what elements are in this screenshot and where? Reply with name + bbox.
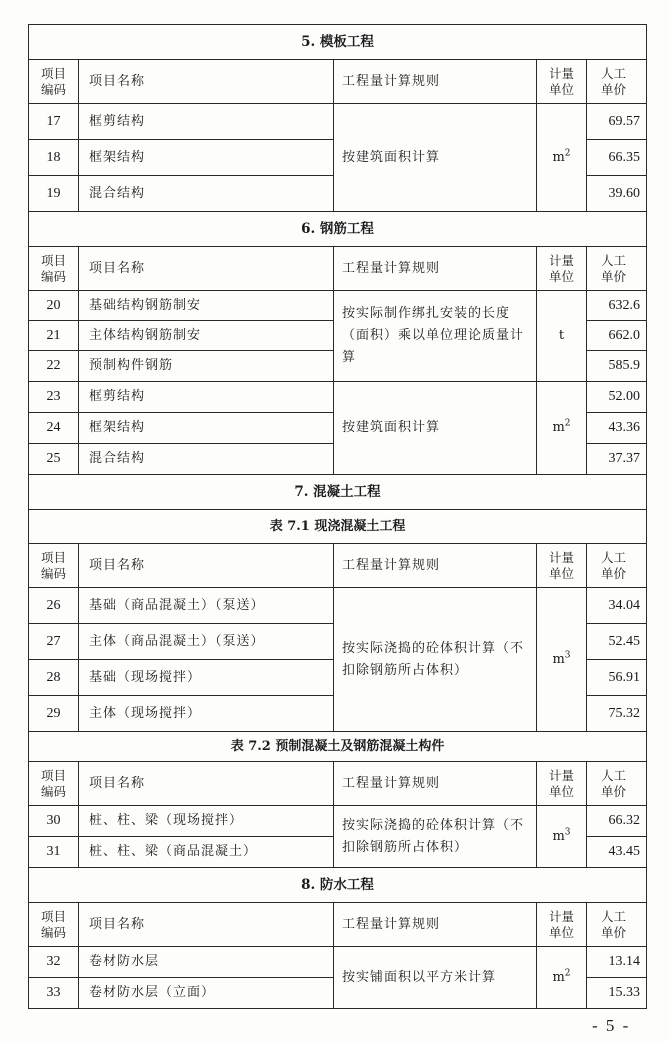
item-name: 框架结构	[79, 413, 334, 444]
section-title: 6. 钢筋工程	[29, 212, 647, 247]
item-name: 框架结构	[79, 140, 334, 176]
labor-price: 39.60	[587, 176, 647, 212]
table-row	[29, 806, 647, 837]
item-name: 框剪结构	[79, 382, 334, 413]
labor-price: 662.0	[587, 321, 647, 351]
header-name: 项目名称	[79, 903, 334, 947]
header-unit: 计量 单位	[537, 762, 587, 806]
header-unit: 计量 单位	[537, 903, 587, 947]
labor-price: 69.57	[587, 104, 647, 140]
header-rule: 工程量计算规则	[334, 247, 537, 291]
item-code: 25	[29, 444, 79, 475]
labor-price: 15.33	[587, 978, 647, 1009]
item-code: 18	[29, 140, 79, 176]
item-code: 21	[29, 321, 79, 351]
item-name: 主体（商品混凝土）（泵送）	[79, 624, 334, 660]
item-code: 29	[29, 696, 79, 732]
header-name: 项目名称	[79, 247, 334, 291]
item-code: 23	[29, 382, 79, 413]
item-name: 基础（商品混凝土）（泵送）	[79, 588, 334, 624]
unit: $m^2$	[537, 104, 587, 212]
item-code: 20	[29, 291, 79, 321]
header-rule: 工程量计算规则	[334, 60, 537, 104]
calc-rule: 按实铺面积以平方米计算	[334, 947, 537, 1009]
item-name: 混合结构	[79, 444, 334, 475]
calc-rule: 按实际浇捣的砼体积计算（不扣除钢筋所占体积）	[334, 806, 537, 868]
subtable-title: 表 7.2 预制混凝土及钢筋混凝土构件	[29, 732, 647, 762]
labor-price: 56.91	[587, 660, 647, 696]
quota-table	[28, 24, 647, 1009]
header-code: 项目 编码	[29, 762, 79, 806]
labor-price: 52.00	[587, 382, 647, 413]
header-unit: 计量 单位	[537, 544, 587, 588]
header-name: 项目名称	[79, 762, 334, 806]
header-rule: 工程量计算规则	[334, 544, 537, 588]
subtable-title: 表 7.1 现浇混凝土工程	[29, 510, 647, 544]
header-price: 人工 单价	[587, 762, 647, 806]
header-price: 人工 单价	[587, 60, 647, 104]
item-code: 26	[29, 588, 79, 624]
header-price: 人工 单价	[587, 544, 647, 588]
item-name: 混合结构	[79, 176, 334, 212]
unit: t	[537, 291, 587, 382]
unit: $m^2$	[537, 947, 587, 1009]
header-row	[29, 544, 647, 588]
item-code: 19	[29, 176, 79, 212]
header-code: 项目 编码	[29, 544, 79, 588]
item-code: 24	[29, 413, 79, 444]
item-code: 32	[29, 947, 79, 978]
labor-price: 632.6	[587, 291, 647, 321]
header-row	[29, 762, 647, 806]
item-code: 31	[29, 837, 79, 868]
header-unit: 计量 单位	[537, 60, 587, 104]
item-name: 预制构件钢筋	[79, 351, 334, 382]
item-name: 主体结构钢筋制安	[79, 321, 334, 351]
labor-price: 43.45	[587, 837, 647, 868]
header-name: 项目名称	[79, 544, 334, 588]
section-title: 8. 防水工程	[29, 868, 647, 903]
labor-price: 43.36	[587, 413, 647, 444]
item-code: 28	[29, 660, 79, 696]
labor-price: 13.14	[587, 947, 647, 978]
table-row	[29, 382, 647, 413]
item-name: 基础结构钢筋制安	[79, 291, 334, 321]
labor-price: 37.37	[587, 444, 647, 475]
labor-price: 66.35	[587, 140, 647, 176]
calc-rule: 按建筑面积计算	[334, 104, 537, 212]
page-number: - 5 -	[592, 1016, 631, 1035]
table-row	[29, 947, 647, 978]
header-rule: 工程量计算规则	[334, 762, 537, 806]
item-name: 桩、柱、梁（商品混凝土）	[79, 837, 334, 868]
header-code: 项目 编码	[29, 903, 79, 947]
header-price: 人工 单价	[587, 903, 647, 947]
labor-price: 52.45	[587, 624, 647, 660]
item-code: 22	[29, 351, 79, 382]
item-code: 27	[29, 624, 79, 660]
header-row	[29, 60, 647, 104]
header-row	[29, 247, 647, 291]
item-code: 33	[29, 978, 79, 1009]
item-name: 卷材防水层	[79, 947, 334, 978]
labor-price: 585.9	[587, 351, 647, 382]
header-price: 人工 单价	[587, 247, 647, 291]
section-title: 7. 混凝土工程	[29, 475, 647, 510]
item-name: 主体（现场搅拌）	[79, 696, 334, 732]
item-name: 框剪结构	[79, 104, 334, 140]
unit: $m^3$	[537, 588, 587, 732]
header-code: 项目 编码	[29, 247, 79, 291]
header-rule: 工程量计算规则	[334, 903, 537, 947]
table-row	[29, 291, 647, 321]
labor-price: 75.32	[587, 696, 647, 732]
labor-price: 34.04	[587, 588, 647, 624]
item-name: 桩、柱、梁（现场搅拌）	[79, 806, 334, 837]
header-code: 项目 编码	[29, 60, 79, 104]
item-code: 17	[29, 104, 79, 140]
calc-rule: 按实际制作绑扎安装的长度（面积）乘以单位理论质量计算	[334, 291, 537, 382]
labor-price: 66.32	[587, 806, 647, 837]
item-code: 30	[29, 806, 79, 837]
item-name: 基础（现场搅拌）	[79, 660, 334, 696]
table-row	[29, 588, 647, 624]
header-unit: 计量 单位	[537, 247, 587, 291]
unit: $m^3$	[537, 806, 587, 868]
section-title: 5. 模板工程	[29, 25, 647, 60]
calc-rule: 按实际浇捣的砼体积计算（不扣除钢筋所占体积）	[334, 588, 537, 732]
header-row	[29, 903, 647, 947]
calc-rule: 按建筑面积计算	[334, 382, 537, 475]
header-name: 项目名称	[79, 60, 334, 104]
item-name: 卷材防水层（立面）	[79, 978, 334, 1009]
unit: $m^2$	[537, 382, 587, 475]
table-row	[29, 104, 647, 140]
